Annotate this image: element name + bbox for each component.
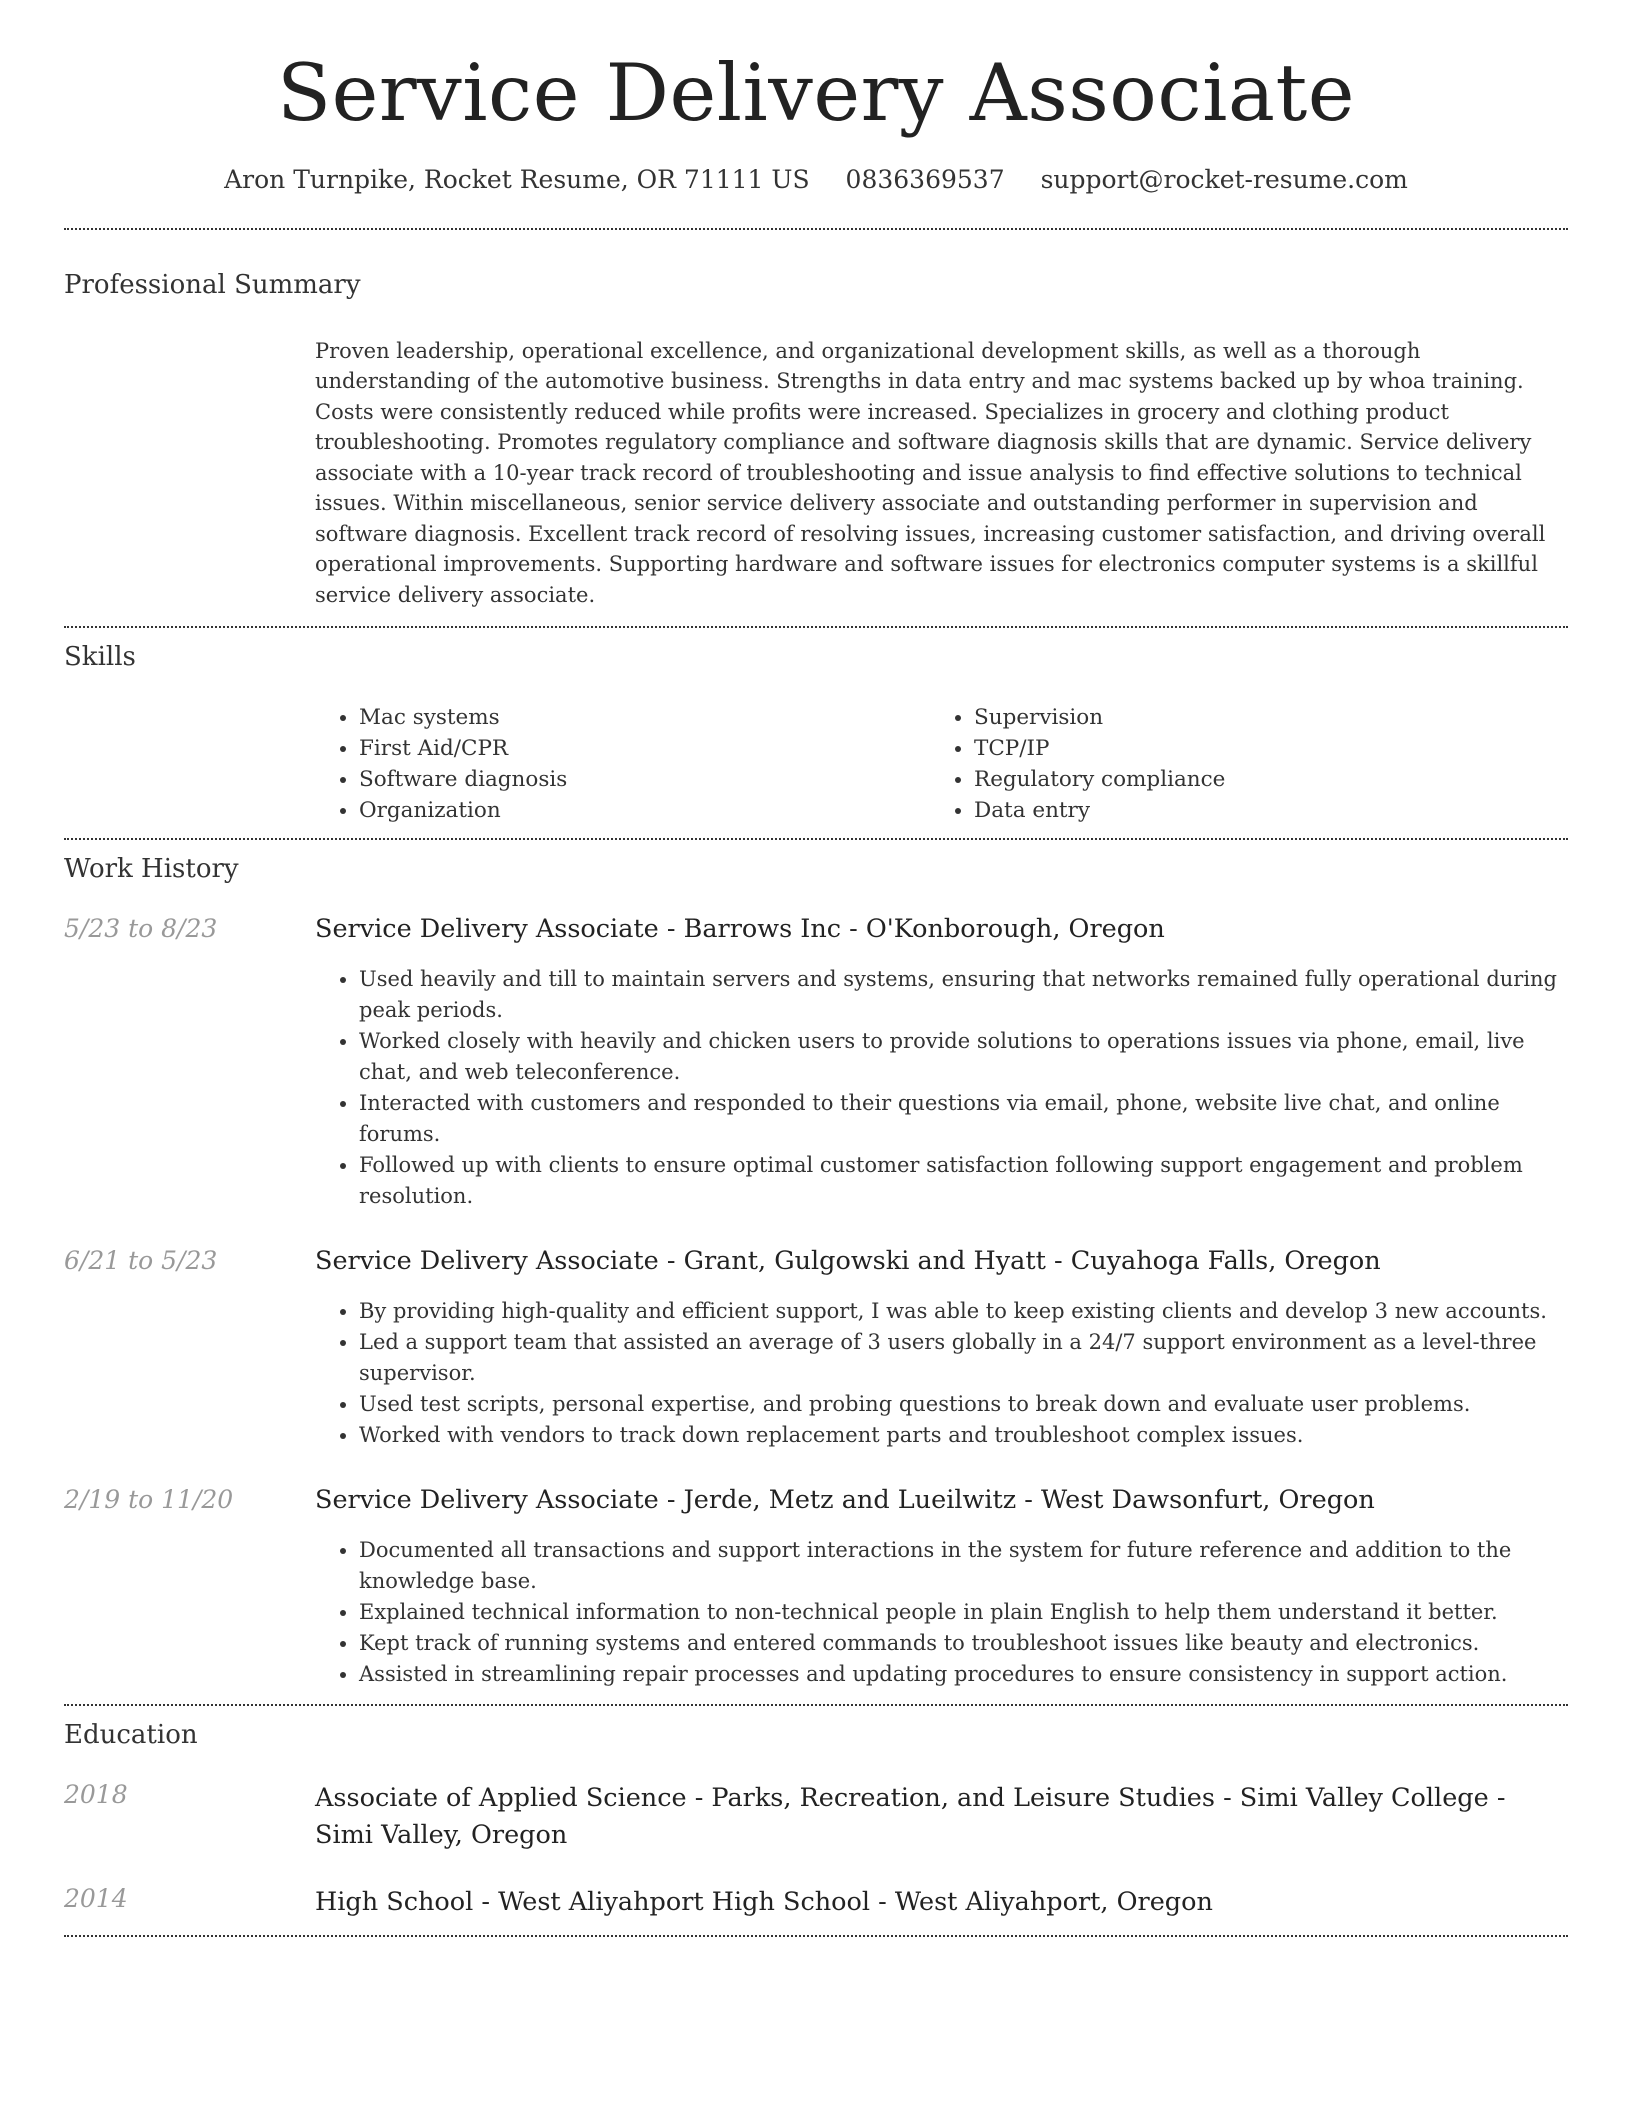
job-body bbox=[315, 1246, 1568, 1451]
job-bullet: • Used heavily and till to maintain servers and systems, ensuring that networks remained fully operational during peak periods. bbox=[359, 964, 1568, 1026]
job-bullet: • Worked with vendors to track down replacement parts and troubleshoot complex issues. bbox=[359, 1420, 1568, 1451]
job-dates: 6/21 to 5/23 bbox=[64, 1246, 218, 1276]
job-bullet: • By providing high-quality and efficient support, I was able to keep existing clients and develop 3 new accounts. bbox=[359, 1296, 1568, 1327]
job-bullet: • Worked closely with heavily and chicken users to provide solutions to operations issues via phone, email, live chat, and web teleconference. bbox=[359, 1026, 1568, 1088]
work-heading: Work History bbox=[64, 854, 239, 885]
summary-body bbox=[315, 298, 1568, 627]
job-bullets bbox=[315, 964, 1568, 1212]
skill-item: • Data entry bbox=[974, 795, 1545, 826]
job-bullet: • Led a support team that assisted an average of 3 users globally in a 24/7 support environment as a level-three supervisor. bbox=[359, 1327, 1568, 1389]
work-section bbox=[64, 840, 1568, 1704]
job-body bbox=[315, 914, 1568, 1212]
job-bullet: • Assisted in streamlining repair processes and updating procedures to ensure consistency in support action. bbox=[359, 1659, 1568, 1690]
contact-phone: 0836369537 bbox=[845, 164, 1005, 194]
skills-spacer bbox=[64, 670, 315, 838]
job-bullet: • Used test scripts, personal expertise, and probing questions to break down and evaluate user problems. bbox=[359, 1389, 1568, 1420]
skill-item: • Organization bbox=[359, 795, 930, 826]
job-bullet: • Explained technical information to non-technical people in plain English to help them understand it better. bbox=[359, 1597, 1568, 1628]
skills-heading: Skills bbox=[64, 642, 136, 673]
education-year: 2018 bbox=[64, 1780, 128, 1810]
summary-spacer bbox=[64, 298, 315, 627]
resume-header bbox=[64, 0, 1568, 194]
job-entry bbox=[64, 914, 1568, 1212]
contact-email: support@rocket-resume.com bbox=[1040, 164, 1408, 194]
job-bullet: • Documented all transactions and support interactions in the system for future reference and addition to the knowledge base. bbox=[359, 1535, 1568, 1597]
education-heading: Education bbox=[64, 1720, 198, 1751]
skill-item: • Software diagnosis bbox=[359, 764, 930, 795]
job-title: Service Delivery Associate - Barrows Inc - O'Konborough, Oregon bbox=[315, 914, 1165, 945]
contact-line bbox=[64, 165, 1568, 194]
education-section bbox=[64, 1706, 1568, 1921]
job-entry bbox=[64, 1246, 1568, 1451]
skill-item: • Mac systems bbox=[359, 702, 930, 733]
summary-row bbox=[64, 298, 1568, 627]
education-entry bbox=[64, 1884, 1568, 1921]
skills-lists bbox=[315, 702, 1568, 838]
job-dates: 2/19 to 11/20 bbox=[64, 1485, 234, 1515]
summary-heading: Professional Summary bbox=[64, 269, 361, 300]
divider bbox=[64, 1935, 1568, 1937]
skill-item: • Regulatory compliance bbox=[974, 764, 1545, 795]
skill-item: • TCP/IP bbox=[974, 733, 1545, 764]
skills-section bbox=[64, 628, 1568, 838]
education-entry bbox=[64, 1780, 1568, 1854]
candidate-name: Service Delivery Associate bbox=[277, 47, 1355, 139]
contact-address: Aron Turnpike, Rocket Resume, OR 71111 US bbox=[224, 164, 810, 194]
job-title: Service Delivery Associate - Jerde, Metz and Lueilwitz - West Dawsonfurt, Oregon bbox=[315, 1485, 1375, 1516]
job-bullets bbox=[315, 1535, 1568, 1690]
job-title: Service Delivery Associate - Grant, Gulgowski and Hyatt - Cuyahoga Falls, Oregon bbox=[315, 1246, 1381, 1277]
summary-section bbox=[64, 230, 1568, 627]
education-year: 2014 bbox=[64, 1884, 128, 1914]
skill-item: • First Aid/CPR bbox=[359, 733, 930, 764]
job-bullet: • Kept track of running systems and entered commands to troubleshoot issues like beauty and electronics. bbox=[359, 1628, 1568, 1659]
summary-text: Proven leadership, operational excellence, and organizational development skills, as well as a thorough understanding of the automotive business. Strengths in data entry and mac systems backed up by whoa training. Costs were consistently reduced while profits were increased. Specializes in grocery and clothing product troubleshooting. Promotes regulatory compliance and software diagnosis skills that are dynamic. Service delivery associate with a 10-year track record of troubleshooting and issue analysis to find effective solutions to technical issues. Within miscellaneous, senior service delivery associate and outstanding performer in supervision and software diagnosis. Excellent track record of resolving issues, increasing customer satisfaction, and driving overall operational improvements. Supporting hardware and software issues for electronics computer systems is a skillful service delivery associate. bbox=[315, 338, 1546, 607]
job-bullet: • Interacted with customers and responded to their questions via email, phone, website live chat, and online forums. bbox=[359, 1088, 1568, 1150]
job-bullet: • Followed up with clients to ensure optimal customer satisfaction following support engagement and problem resolution. bbox=[359, 1150, 1568, 1212]
education-title: High School - West Aliyahport High School - West Aliyahport, Oregon bbox=[315, 1887, 1213, 1918]
skill-item: • Supervision bbox=[974, 702, 1545, 733]
job-dates: 5/23 to 8/23 bbox=[64, 914, 218, 944]
education-title: Associate of Applied Science - Parks, Recreation, and Leisure Studies - Simi Valley College - Simi Valley, Oregon bbox=[315, 1783, 1506, 1851]
skills-list-left bbox=[315, 702, 930, 826]
job-body bbox=[315, 1485, 1568, 1704]
skills-row bbox=[64, 670, 1568, 838]
job-bullets bbox=[315, 1296, 1568, 1451]
skills-list-right bbox=[930, 702, 1545, 826]
job-entry bbox=[64, 1485, 1568, 1704]
